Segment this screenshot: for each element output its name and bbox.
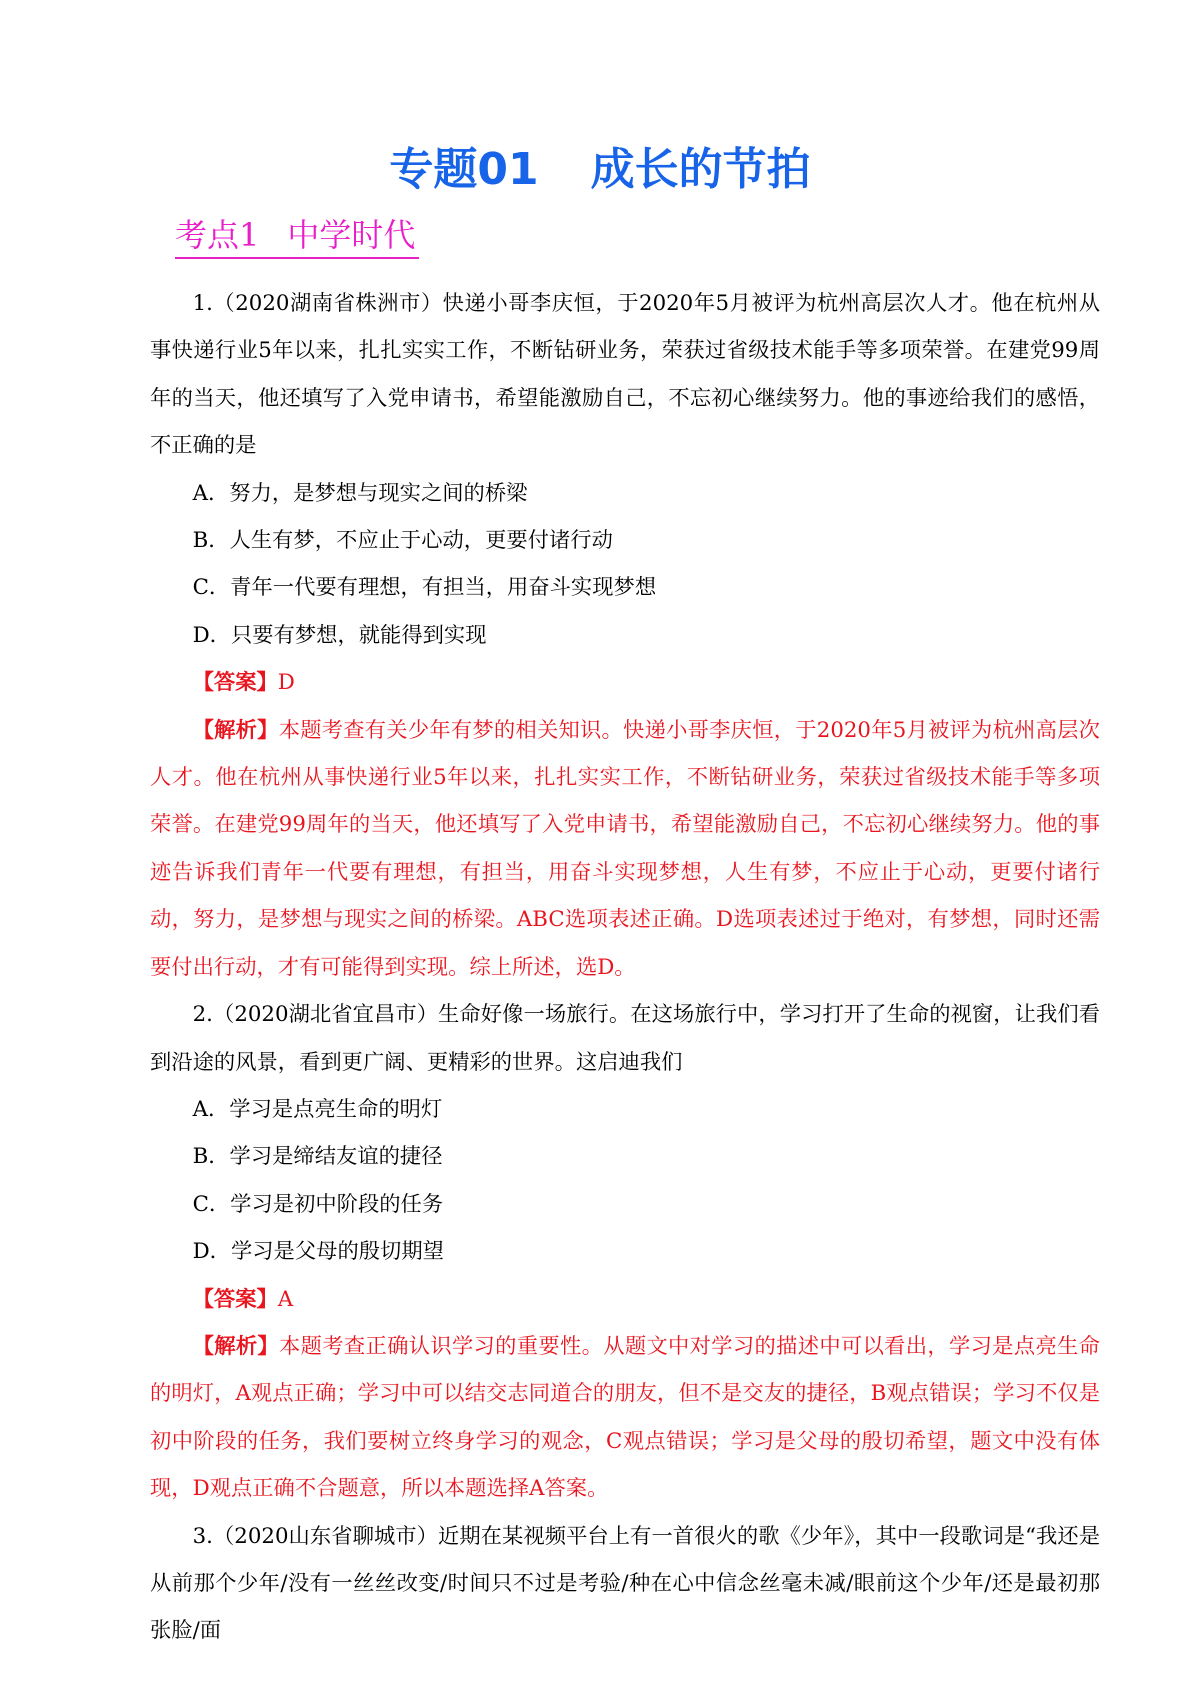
question-option: C．青年一代要有理想，有担当，用奋斗实现梦想: [192, 575, 657, 601]
analysis-tag: 【解析】: [192, 1333, 280, 1359]
answer-tag: 【答案】: [192, 1286, 278, 1312]
question-option: D．学习是父母的殷切期望: [192, 1239, 444, 1265]
section-heading: [175, 213, 419, 259]
question-option: A．努力，是梦想与现实之间的桥梁: [192, 480, 528, 506]
title-number: 专题01: [389, 144, 539, 195]
question-option: C．学习是初中阶段的任务: [192, 1191, 444, 1217]
question-stem: 2.（2020湖北省宜昌市）生命好像一场旅行。在这场旅行中，学习打开了生命的视窗，让我们看到沿途的风景，看到更广阔、更精彩的世界。这启迪我们: [150, 1002, 1100, 1075]
section-label: 考点1: [175, 216, 260, 254]
answer-line: [150, 1276, 1100, 1323]
question-option: D．只要有梦想，就能得到实现: [192, 622, 487, 648]
question-option: B．学习是缔结友谊的捷径: [192, 1144, 443, 1170]
title-topic: 成长的节拍: [590, 144, 811, 195]
document-title: [0, 140, 1200, 200]
question-option: B．人生有梦，不应止于心动，更要付诸行动: [192, 528, 613, 554]
analysis-paragraph: [150, 707, 1100, 991]
analysis-text: 本题考查正确认识学习的重要性。从题文中对学习的描述中可以看出，学习是点亮生命的明灯，A观点正确；学习中可以结交志同道合的朋友，但不是交友的捷径，B观点错误；学习不仅是初中阶段的任务，我们要树立终身学习的观念，C观点错误；学习是父母的殷切希望，题文中没有体现，D观点正确不合题意，所以本题选择A答案。: [150, 1333, 1100, 1502]
analysis-paragraph: [150, 1323, 1100, 1513]
question-option: A．学习是点亮生命的明灯: [192, 1096, 443, 1122]
analysis-text: 本题考查有关少年有梦的相关知识。快递小哥李庆恒，于2020年5月被评为杭州高层次人才。他在杭州从事快递行业5年以来，扎扎实实工作，不断钻研业务，荣获过省级技术能手等多项荣誉。在建党99周年的当天，他还填写了入党申请书，希望能激励自己，不忘初心继续努力。他的事迹告诉我们青年一代要有理想，有担当，用奋斗实现梦想，人生有梦，不应止于心动，更要付诸行动，努力，是梦想与现实之间的桥梁。ABC选项表述正确。D选项表述过于绝对，有梦想，同时还需要付出行动，才有可能得到实现。综上所述，选D。: [150, 717, 1100, 980]
answer-value: A: [277, 1286, 294, 1312]
question-stem: 1.（2020湖南省株洲市）快递小哥李庆恒，于2020年5月被评为杭州高层次人才。他在杭州从事快递行业5年以来，扎扎实实工作，不断钻研业务，荣获过省级技术能手等多项荣誉。在建党99周年的当天，他还填写了入党申请书，希望能激励自己，不忘初心继续努力。他的事迹给我们的感悟，不正确的是: [150, 291, 1100, 459]
answer-line: [150, 659, 1100, 706]
question-stem: 3.（2020山东省聊城市）近期在某视频平台上有一首很火的歌《少年》，其中一段歌词是“我还是从前那个少年/没有一丝丝改变/时间只不过是考验/种在心中信念丝毫未减/眼前这个少年/还是最初那张脸/面: [150, 1523, 1100, 1644]
answer-value: D: [277, 670, 295, 696]
analysis-tag: 【解析】: [192, 717, 279, 743]
section-name: 中学时代: [287, 216, 416, 254]
answer-tag: 【答案】: [192, 670, 278, 696]
document-body: [150, 280, 1100, 1655]
